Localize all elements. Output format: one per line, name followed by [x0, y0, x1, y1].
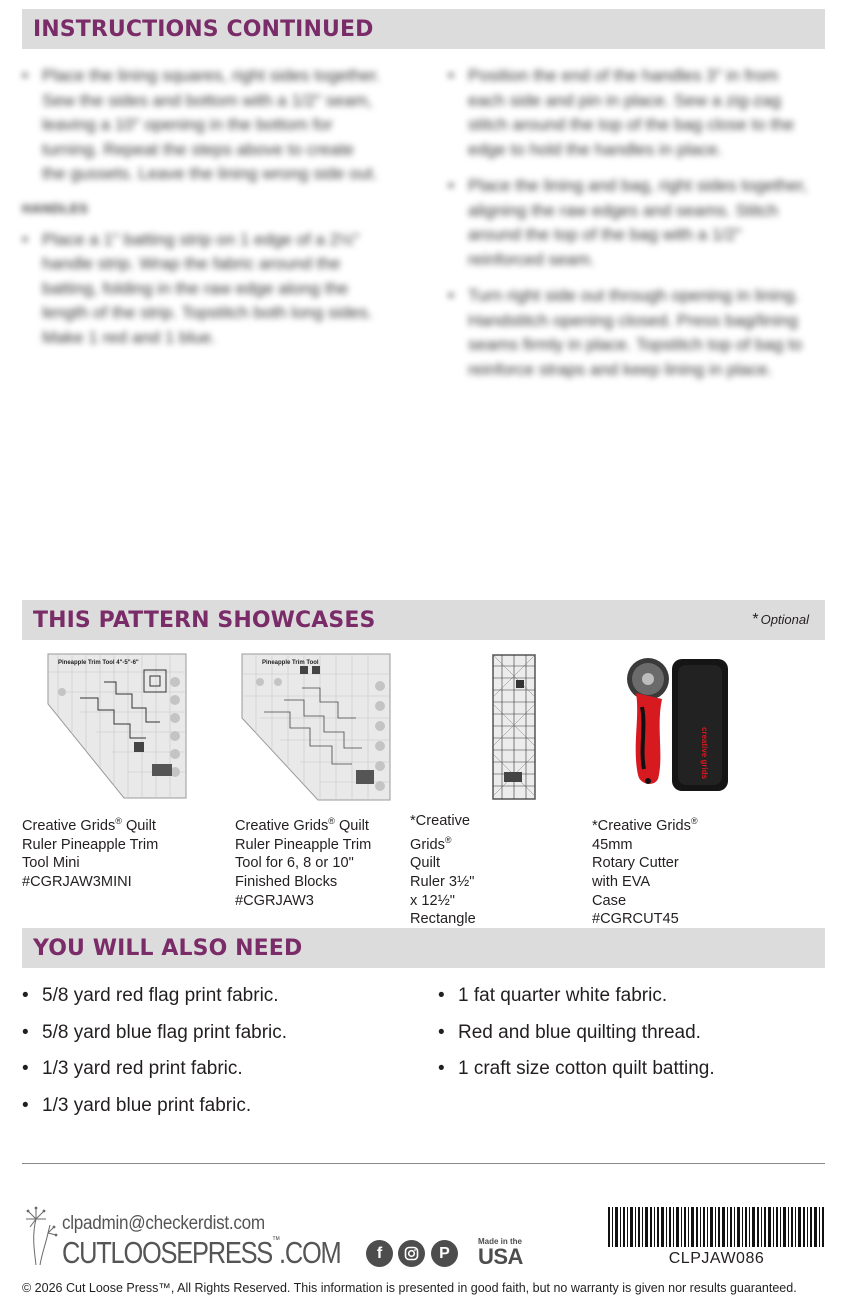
- product-rotary-cutter[interactable]: [592, 652, 709, 928]
- product-label: *Creative Grids® Quilt Ruler 3½" x 12½" Rectangle: [410, 813, 476, 928]
- need-header: [22, 928, 825, 968]
- need-list-left: [22, 984, 287, 1130]
- rotary-cutter-image: [626, 657, 736, 800]
- product-rectangle-ruler[interactable]: [410, 652, 476, 928]
- showcase-header: [22, 600, 825, 640]
- list-item: • 1/3 yard blue print fabric.: [22, 1094, 252, 1116]
- contact-email[interactable]: clpadmin@checkerdist.com: [62, 1213, 265, 1234]
- ruler-title: Pineapple Trim Tool: [262, 660, 319, 666]
- list-item: • 5/8 yard blue flag print fabric.: [22, 1021, 288, 1043]
- instruction-step: • Place a 1" batting strip on 1 edge of a 2½" handle strip. Wrap the fabric around the batting, folding in the raw edge along the length of the strip. Topstitch both long sides. Make 1 red and 1 blue.: [22, 228, 382, 351]
- ruler-mini-title: Pineapple Trim Tool 4"-5"-6": [58, 660, 139, 666]
- brand-wordmark[interactable]: CUTLOOSEPRESS™.COM: [62, 1235, 341, 1270]
- rectangle-ruler-image: [492, 654, 536, 805]
- instructions-left-column: [22, 64, 382, 362]
- showcase-title: THIS PATTERN SHOWCASES: [33, 607, 376, 633]
- case-logo: creative grids: [700, 727, 709, 780]
- asterisk-icon: *: [752, 611, 759, 628]
- instruction-step: • Turn right side out through opening in lining. Handstitch opening closed. Press bag/lining seams firmly in place. Topstitch top of bag to reinforce straps and keep lining in place.: [448, 284, 808, 382]
- product-pineapple-trim-tool[interactable]: [235, 652, 387, 909]
- list-item: • 1 fat quarter white fabric.: [438, 985, 668, 1006]
- instructions-header: [22, 9, 825, 49]
- barcode-number: CLPJAW086: [668, 1250, 765, 1267]
- instructions-right-column: [448, 64, 808, 394]
- instagram-icon[interactable]: [398, 1240, 425, 1267]
- instruction-step: • Place the lining and bag, right sides together, aligning the raw edges and seams. Stitch around the top of the bag with a 1/2" reinforced seam.: [448, 174, 808, 272]
- pineapple-ruler-mini-image: [46, 652, 188, 805]
- list-item: • Red and blue quilting thread.: [438, 1021, 701, 1043]
- optional-note: * Optional: [752, 611, 809, 628]
- pinterest-icon[interactable]: P: [431, 1240, 458, 1267]
- instructions-title: INSTRUCTIONS CONTINUED: [33, 16, 374, 42]
- handles-subheading: HANDLES: [22, 200, 89, 216]
- facebook-icon[interactable]: f: [366, 1240, 393, 1267]
- list-item: • 5/8 yard red flag print fabric.: [22, 985, 279, 1006]
- instruction-step: • Position the end of the handles 3" in from each side and pin in place. Sew a zig-zag stitch around the top of the bag close to the edge to hold the handles in place.: [448, 64, 808, 162]
- product-label: *Creative Grids® 45mm Rotary Cutter with EVA Case #CGRCUT45: [592, 816, 698, 928]
- instruction-step: • Place the lining squares, right sides together. Sew the sides and bottom with a 1/2" seam, leaving a 10" opening in the bottom for turning. Repeat the steps above to create the gussets. Leave the lining wrong side out.: [22, 64, 382, 187]
- product-label: Creative Grids® Quilt Ruler Pineapple Trim Tool Mini #CGRJAW3MINI: [22, 816, 159, 890]
- dandelion-logo-icon: [22, 1205, 58, 1272]
- product-label: Creative Grids® Quilt Ruler Pineapple Trim Tool for 6, 8 or 10" Finished Blocks #CGRJAW3: [235, 816, 372, 909]
- need-title: YOU WILL ALSO NEED: [33, 935, 303, 961]
- product-pineapple-trim-mini[interactable]: [22, 652, 164, 890]
- list-item: • 1/3 yard red print fabric.: [22, 1058, 243, 1079]
- barcode-image: [608, 1207, 825, 1247]
- need-list-right: [438, 984, 715, 1094]
- footer-divider: [22, 1163, 825, 1164]
- pineapple-ruler-image: [240, 652, 392, 807]
- copyright-text: © 2026 Cut Loose Press™, All Rights Reserved. This information is presented in good faith, but no warranty is given nor results guaranteed.: [22, 1281, 797, 1295]
- list-item: • 1 craft size cotton quilt batting.: [438, 1058, 715, 1079]
- made-in-usa-badge: Made in the USA: [478, 1237, 523, 1269]
